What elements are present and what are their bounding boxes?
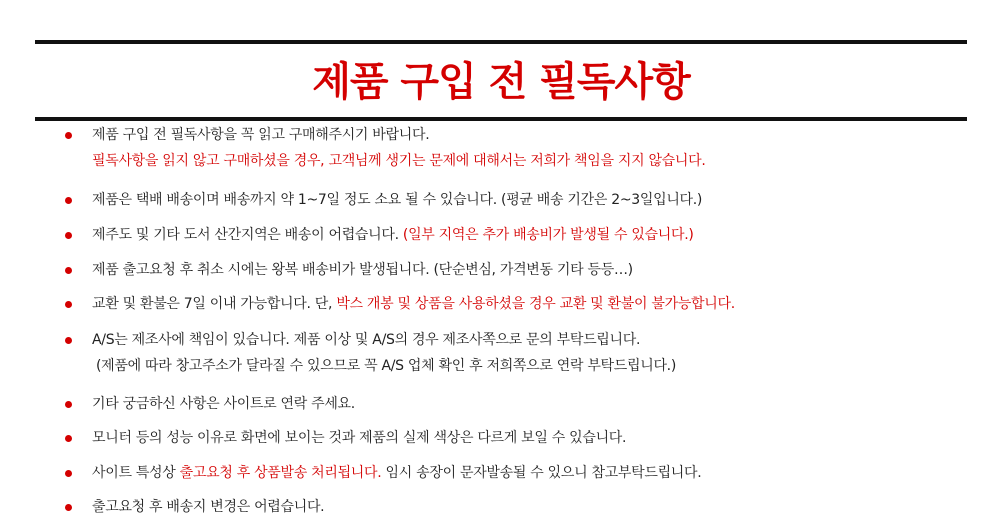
notice-text: 임시 송장이 문자발송될 수 있으니 참고부탁드립니다. bbox=[381, 465, 702, 481]
notice-item-contact bbox=[92, 391, 982, 417]
notice-highlight-text: 박스 개봉 및 상품을 사용하셨을 경우 교환 및 환불이 불가능합니다. bbox=[336, 296, 735, 312]
notice-text: 출고요청 후 배송지 변경은 어렵습니다. bbox=[92, 499, 325, 515]
bullet-icon bbox=[65, 504, 72, 511]
bullet-icon bbox=[65, 232, 72, 239]
bullet-icon bbox=[65, 401, 72, 408]
notice-warning-text: 필독사항을 읽지 않고 구매하셨을 경우, 고객님께 생기는 문제에 대해서는 저희가 책임을 지지 않습니다. bbox=[92, 153, 706, 169]
notice-text: 모니터 등의 성능 이유로 화면에 보이는 것과 제품의 실제 색상은 다르게 보일 수 있습니다. bbox=[92, 430, 627, 446]
bullet-icon bbox=[65, 435, 72, 442]
bullet-icon bbox=[65, 267, 72, 274]
notice-item-remote-areas bbox=[92, 222, 982, 248]
notice-item-address-change bbox=[92, 494, 982, 520]
notice-item-delivery-time bbox=[92, 187, 982, 213]
notice-item-after-service bbox=[92, 327, 982, 379]
bullet-icon bbox=[65, 337, 72, 344]
bullet-icon bbox=[65, 132, 72, 139]
notice-highlight-text: (일부 지역은 추가 배송비가 발생될 수 있습니다.) bbox=[402, 227, 694, 243]
notice-item-cancel-fee bbox=[92, 257, 982, 283]
bullet-icon bbox=[65, 301, 72, 308]
notice-subtext: (제품에 따라 창고주소가 달라질 수 있으므로 꼭 A/S 업체 확인 후 저희쪽으로 연락 부탁드립니다.) bbox=[96, 358, 676, 374]
notice-text: 제품 출고요청 후 취소 시에는 왕복 배송비가 발생됩니다. (단순변심, 가격변동 기타 등등…) bbox=[92, 262, 633, 278]
notice-text: 제품은 택배 배송이며 배송까지 약 1~7일 정도 소요 될 수 있습니다. (평균 배송 기간은 2~3일입니다.) bbox=[92, 192, 703, 208]
bullet-icon bbox=[65, 197, 72, 204]
notice-text: 기타 궁금하신 사항은 사이트로 연락 주세요. bbox=[92, 396, 355, 412]
notice-item-exchange-refund bbox=[92, 291, 982, 317]
page-title: 제품 구입 전 필독사항 bbox=[312, 59, 690, 105]
bullet-icon bbox=[65, 470, 72, 477]
notice-item-read-first bbox=[92, 122, 982, 174]
notice-item-color-difference bbox=[92, 425, 982, 451]
notice-text: 제주도 및 기타 도서 산간지역은 배송이 어렵습니다. bbox=[92, 227, 403, 243]
notice-text: 사이트 특성상 bbox=[92, 465, 180, 481]
title-divider bbox=[35, 117, 967, 121]
notice-item-shipping-process bbox=[92, 460, 982, 486]
notice-text: A/S는 제조사에 책임이 있습니다. 제품 이상 및 A/S의 경우 제조사쪽으로 문의 부탁드립니다. bbox=[92, 332, 641, 348]
notice-text: 제품 구입 전 필독사항을 꼭 읽고 구매해주시기 바랍니다. bbox=[92, 127, 430, 143]
notice-highlight-text: 출고요청 후 상품발송 처리됩니다. bbox=[179, 465, 382, 481]
top-divider bbox=[35, 40, 967, 44]
notice-text: 교환 및 환불은 7일 이내 가능합니다. 단, bbox=[92, 296, 337, 312]
